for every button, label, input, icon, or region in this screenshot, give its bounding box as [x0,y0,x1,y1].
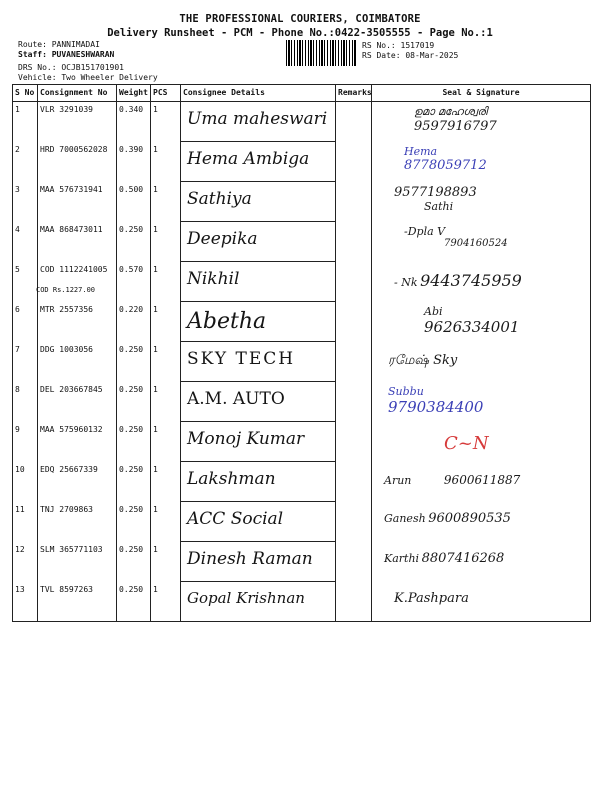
row-signature-cell [372,302,591,342]
signature-phone: 9577198893 [394,184,477,200]
row-signature-cell [372,142,591,182]
signature-phone: 9600890535 [428,510,511,526]
row-signature [374,433,588,454]
header-consignment: Consignment No [38,85,117,102]
table-row [13,382,591,422]
row-consignment: HRD 7000562028 [38,142,117,182]
row-pcs: 1 [151,382,181,422]
row-signature-cell [372,502,591,542]
table-row [13,422,591,462]
row-signature [374,105,588,134]
row-pcs: 1 [151,222,181,262]
signature-phone: 8807416268 [421,550,505,566]
signature-mark: Sathi [424,199,454,213]
table-row [13,462,591,502]
row-sno: 6 [13,302,38,342]
row-consignment: TNJ 2709863 [38,502,117,542]
rs-number: RS No.: 1517019 [362,41,435,50]
row-consignee: A.M. AUTO [187,389,285,409]
table-header-row [13,85,591,102]
table-row [13,582,591,622]
row-pcs: 1 [151,582,181,622]
row-consignee: Nikhil [187,269,240,289]
row-consignee-cell [181,382,336,422]
row-consignee: Hema Ambiga [187,149,310,169]
row-weight: 0.250 [117,502,151,542]
row-consignee: SKY TECH [187,349,296,369]
rs-meta [362,41,458,60]
row-signature-cell [372,542,591,582]
header-sno: S No [13,85,38,102]
signature-phone: 9790384400 [388,397,484,416]
row-weight: 0.390 [117,142,151,182]
table-row [13,182,591,222]
row-consignee-cell [181,422,336,462]
drs-label: DRS No.: OCJB151701901 [18,63,124,72]
row-weight: 0.250 [117,542,151,582]
row-sno: 9 [13,422,38,462]
row-remarks [336,382,372,422]
row-sno: 3 [13,182,38,222]
row-signature-cell [372,462,591,502]
row-consignee-cell [181,342,336,382]
row-consignment: SLM 365771103 [38,542,117,582]
row-consignment-number: COD 1112241005 [40,264,108,274]
company-title: THE PROFESSIONAL COURIERS, COIMBATORE [179,13,421,25]
row-signature-cell [372,582,591,622]
row-consignment: MTR 2557356 [38,302,117,342]
route-label: Route: PANNIMADAI [18,40,100,49]
row-signature-cell [372,102,591,142]
signature-mark: Ganesh [384,511,426,525]
row-weight: 0.250 [117,382,151,422]
row-signature-cell [372,382,591,422]
row-consignee: Gopal Krishnan [187,589,305,607]
row-signature-cell [372,262,591,302]
row-remarks [336,342,372,382]
signature-mark: C~N [444,432,489,454]
table-row [13,542,591,582]
row-consignment: EDQ 25667339 [38,462,117,502]
table-row [13,222,591,262]
row-consignee-cell [181,142,336,182]
signature-mark: ரமேஷ் Sky [388,352,458,368]
row-remarks [336,222,372,262]
signature-mark: Karthi [384,551,420,565]
row-consignment: DEL 203667845 [38,382,117,422]
signature-mark: - Nk [394,275,418,289]
signature-phone: 7904160524 [444,237,508,249]
row-signature [374,145,588,173]
row-consignee-cell [181,262,336,302]
row-remarks [336,502,372,542]
row-remarks [336,102,372,142]
row-pcs: 1 [151,262,181,302]
row-signature [374,271,588,290]
staff-label: Staff: PUVANESHWARAN [18,49,115,59]
row-signature [374,353,588,369]
table-row [13,502,591,542]
row-consignee: Dinesh Raman [187,549,313,569]
row-consignment: DDG 1003056 [38,342,117,382]
row-sno: 13 [13,582,38,622]
signature-mark: Arun [384,473,412,487]
row-consignment: MAA 575960132 [38,422,117,462]
row-weight: 0.250 [117,222,151,262]
row-consignee: Deepika [187,229,258,249]
header-pcs: PCS [151,85,181,102]
barcode-image [286,40,356,66]
signature-mark: Subbu [388,384,424,398]
row-pcs: 1 [151,342,181,382]
row-consignee-cell [181,302,336,342]
row-consignee-cell [181,502,336,542]
row-consignee: Sathiya [187,189,252,209]
header-signature: Seal & Signature [372,85,591,102]
row-consignee: Uma maheswari [187,109,328,129]
row-signature-cell [372,182,591,222]
signature-mark: ഉമാ മഹേശ്വരി [414,105,488,118]
signature-mark: -Dpla V [404,224,446,238]
signature-mark: K.Pashpara [394,590,469,606]
signature-mark: Hema [404,144,438,158]
row-consignment: TVL 8597263 [38,582,117,622]
row-signature [374,225,588,249]
row-consignee-cell [181,542,336,582]
row-signature-cell [372,422,591,462]
row-sno: 4 [13,222,38,262]
row-sno: 5 [13,262,38,302]
row-weight: 0.220 [117,302,151,342]
row-pcs: 1 [151,502,181,542]
row-sno: 7 [13,342,38,382]
row-remarks [336,462,372,502]
row-pcs: 1 [151,102,181,142]
row-consignee-cell [181,182,336,222]
row-signature-cell [372,342,591,382]
header-weight: Weight [117,85,151,102]
row-sno: 8 [13,382,38,422]
row-remarks [336,182,372,222]
row-pcs: 1 [151,542,181,582]
signature-mark: Abi [424,304,443,318]
row-consignee-cell [181,102,336,142]
signature-phone: 9600611887 [443,472,521,487]
row-consignment: MAA 868473011 [38,222,117,262]
table-row [13,142,591,182]
row-weight: 0.340 [117,102,151,142]
row-remarks [336,262,372,302]
row-remarks [336,302,372,342]
row-remarks [336,422,372,462]
row-consignee-cell [181,222,336,262]
row-weight: 0.250 [117,582,151,622]
row-sno: 11 [13,502,38,542]
row-consignee: ACC Social [187,509,284,529]
table-row [13,342,591,382]
row-signature [374,305,588,336]
cod-amount: COD Rs.1227.00 [36,285,96,294]
row-remarks [336,582,372,622]
row-pcs: 1 [151,142,181,182]
row-consignee: Lakshman [187,469,276,489]
row-consignee: Monoj Kumar [187,429,305,449]
row-remarks [336,542,372,582]
signature-phone: 9626334001 [424,317,520,336]
row-consignee-cell [181,462,336,502]
runsheet-table [12,84,591,622]
row-pcs: 1 [151,422,181,462]
row-consignee: Abetha [187,309,267,334]
row-consignment: VLR 3291039 [38,102,117,142]
header-consignee: Consignee Details [181,85,336,102]
row-sno: 2 [13,142,38,182]
row-consignee-cell [181,582,336,622]
row-pcs: 1 [151,302,181,342]
row-weight: 0.250 [117,462,151,502]
row-weight: 0.570 [117,262,151,302]
row-sno: 1 [13,102,38,142]
row-signature [374,551,588,566]
rs-date: RS Date: 08-Mar-2025 [362,50,459,60]
header-remarks: Remarks [336,85,372,102]
row-consignment [38,262,117,302]
runsheet-subtitle: Delivery Runsheet - PCM - Phone No.:0422-3505555 - Page No.:1 [107,27,493,39]
route-meta [18,40,158,82]
signature-phone: 8778059712 [404,157,487,173]
row-signature [374,185,588,213]
row-signature-cell [372,222,591,262]
signature-phone: 9597916797 [414,119,497,134]
row-pcs: 1 [151,182,181,222]
table-row [13,262,591,302]
row-remarks [336,142,372,182]
row-sno: 12 [13,542,38,582]
row-consignment: MAA 576731941 [38,182,117,222]
row-signature [374,511,588,526]
table-row [13,302,591,342]
row-weight: 0.500 [117,182,151,222]
signature-phone: 9443745959 [420,270,522,290]
row-signature [374,385,588,416]
row-weight: 0.250 [117,422,151,462]
row-weight: 0.250 [117,342,151,382]
table-row [13,102,591,142]
vehicle-label: Vehicle: Two Wheeler Delivery [18,72,158,82]
row-sno: 10 [13,462,38,502]
row-signature [374,473,588,487]
row-signature [374,591,588,606]
row-pcs: 1 [151,462,181,502]
